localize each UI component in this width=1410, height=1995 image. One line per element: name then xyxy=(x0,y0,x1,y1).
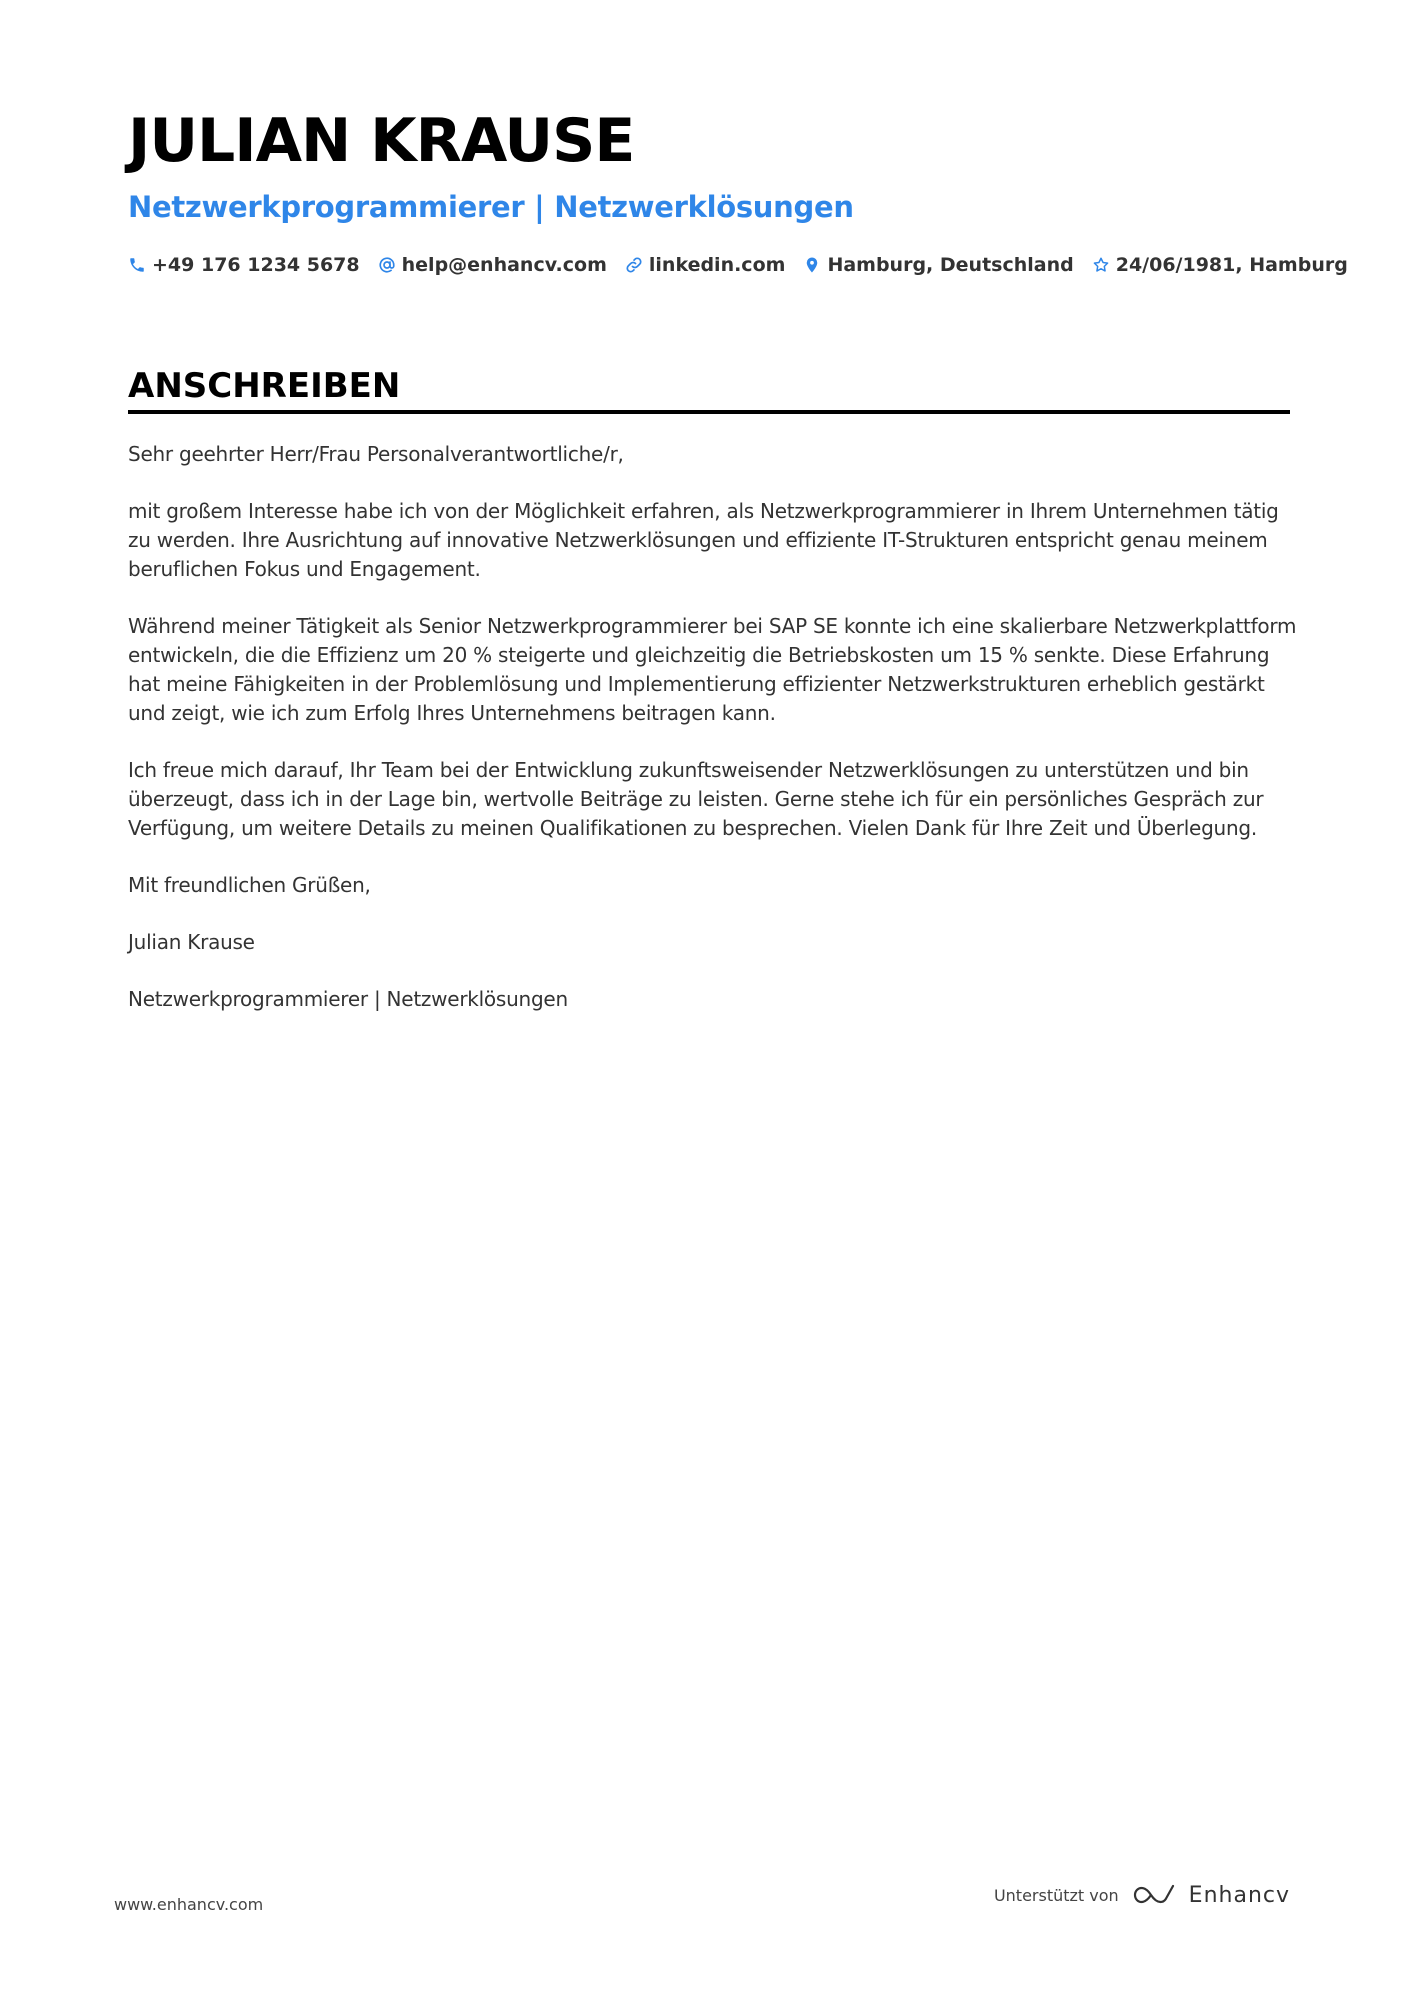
location-icon xyxy=(803,256,821,274)
letter-signature-name: Julian Krause xyxy=(128,930,255,954)
letter-paragraph: Ich freue mich darauf, Ihr Team bei der Entwicklung zukunftsweisender Netzwerklösungen zu unterstützen und bin überzeugt, dass ich in der Lage bin, wertvolle Beiträge zu leisten. Gerne stehe ich für ein persönliches Gespräch zur Verfügung, um weitere Details zu meinen Qualifikationen zu besprechen. Vielen Dank für Ihre Zeit und Überlegung. xyxy=(128,758,1264,840)
candidate-name: JULIAN KRAUSE xyxy=(128,106,635,176)
footer-url[interactable]: www.enhancv.com xyxy=(114,1895,264,1914)
contact-bar xyxy=(128,254,1348,276)
star-icon xyxy=(1092,256,1110,274)
letter-salutation: Sehr geehrter Herr/Frau Personalverantwortliche/r, xyxy=(128,442,624,466)
contact-linkedin[interactable] xyxy=(625,254,786,276)
candidate-tagline: Netzwerkprogrammierer | Netzwerklösungen xyxy=(128,190,854,224)
contact-phone-text: +49 176 1234 5678 xyxy=(152,254,360,276)
at-icon xyxy=(378,256,396,274)
powered-by-label: Unterstützt von xyxy=(993,1885,1119,1905)
letter-closing: Mit freundlichen Grüßen, xyxy=(128,873,371,897)
letter-signature-title: Netzwerkprogrammierer | Netzwerklösungen xyxy=(128,987,568,1011)
contact-birth-text: 24/06/1981, Hamburg xyxy=(1115,254,1348,276)
contact-phone[interactable] xyxy=(128,254,360,276)
letter-paragraph: Während meiner Tätigkeit als Senior Netzwerkprogrammierer bei SAP SE konnte ich eine skalierbare Netzwerkplattform entwickeln, die die Effizienz um 20 % steigerte und gleichzeitig die Betriebskosten um 15 % senkte. Diese Erfahrung hat meine Fähigkeiten in der Problemlösung und Implementierung effizienter Netzwerkstrukturen erheblich gestärkt und zeigt, wie ich zum Erfolg Ihres Unternehmens beitragen kann. xyxy=(128,614,1297,725)
section-divider xyxy=(128,410,1290,414)
contact-email[interactable] xyxy=(378,254,607,276)
contact-location xyxy=(803,254,1073,276)
brand-name: Enhancv xyxy=(1188,1882,1290,1908)
phone-icon xyxy=(128,256,146,274)
link-icon xyxy=(625,256,643,274)
letter-body xyxy=(128,440,1298,1042)
powered-by[interactable] xyxy=(994,1882,1290,1908)
section-title: ANSCHREIBEN xyxy=(128,366,401,406)
contact-birth xyxy=(1092,254,1348,276)
letter-paragraph: mit großem Interesse habe ich von der Möglichkeit erfahren, als Netzwerkprogrammierer in Ihrem Unternehmen tätig zu werden. Ihre Ausrichtung auf innovative Netzwerklösungen und effiziente IT-Strukturen entspricht genau meinem beruflichen Fokus und Engagement. xyxy=(128,499,1279,581)
contact-location-text: Hamburg, Deutschland xyxy=(827,254,1074,276)
contact-email-text: help@enhancv.com xyxy=(401,254,607,276)
contact-linkedin-text: linkedin.com xyxy=(648,254,786,276)
enhancv-logo-icon xyxy=(1131,1882,1177,1908)
